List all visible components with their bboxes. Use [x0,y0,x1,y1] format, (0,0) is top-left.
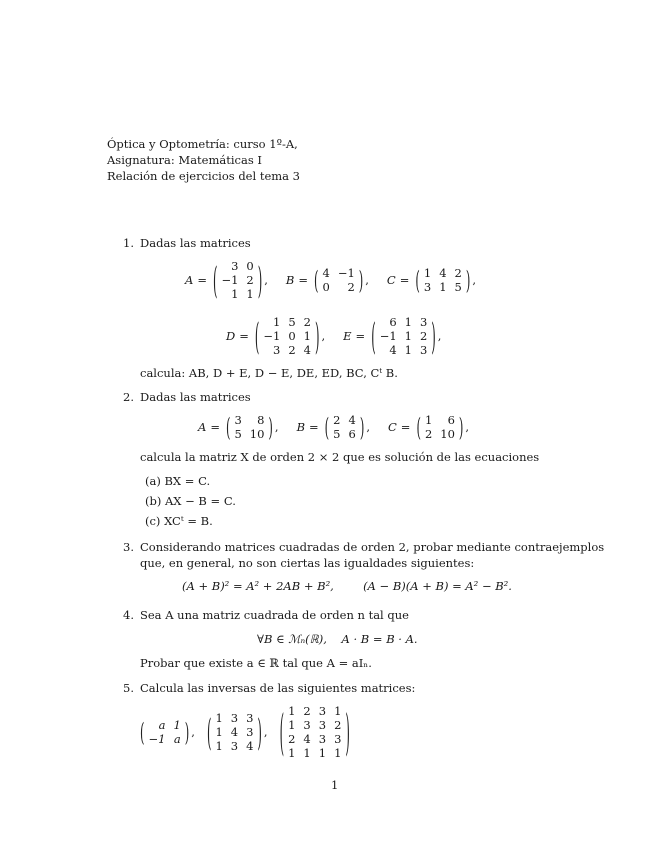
exercise-1-intro: Dadas las matrices [140,236,251,250]
matrix-entries [217,259,257,301]
page-number: 1 [331,778,339,792]
matrix-cell: 1 [404,343,412,357]
matrix-cell: 2 [246,273,254,287]
exercise-1-matrices-row2: D = ( 1 5 2 −1 0 1 3 2 4 ) , E = ( 6 1 3 −1 1 2 4 1 3 ) , [226,313,442,359]
matrix-cell: 10 [249,427,265,441]
matrix-row [284,718,345,732]
exercise-2-intro: Dadas las matrices [140,390,251,404]
matrix-cell: 0 [246,259,254,273]
matrix-cell: 1 [215,739,223,753]
matrix-cell: 5 [454,280,462,294]
exercise-2-number: 2. [123,390,134,404]
matrix-row [211,711,257,725]
matrix-cell: 1 [215,725,223,739]
header-course: Óptica y Optometría: curso 1º-A, [107,137,298,151]
exercise-3-number: 3. [123,540,134,554]
matrix-row [421,427,459,441]
matrix-cell: −1 [379,329,397,343]
matrix-cell: 4 [230,725,239,739]
exercise-2-item-c: (c) XCᵗ = B. [145,514,213,528]
matrix-row [376,329,432,343]
matrix-cell: 2 [454,266,462,280]
matrix-cell: 5 [234,427,242,441]
matrix-cell: 3 [419,343,428,357]
matrix-cell: 10 [440,427,455,441]
matrix-cell: 1 [303,746,311,760]
matrix-cell: −1 [337,266,355,280]
matrix-cell: 1 [246,287,254,301]
matrix-cell: 5 [333,427,341,441]
matrix-row [421,413,459,427]
matrix-row [259,315,315,329]
matrix-row [420,266,466,280]
exercise-2-item-a: (a) BX = C. [145,474,211,488]
matrix-cell: −1 [263,329,281,343]
matrix-row [318,280,358,294]
exercise-2-ask: calcula la matriz X de orden 2 × 2 que es solución de las ecuaciones [140,450,540,464]
exercise-5-matrices: ( a 1 −1 a ) , ( 1 3 3 1 4 3 1 3 4 ) , ( 1 2 3 1 1 3 3 2 2 4 3 3 1 1 1 1 ) [140,702,350,762]
matrix-5-3: ( 1 2 3 1 1 3 3 2 2 4 3 3 1 1 1 1 ) [279,702,350,762]
exercise-1-ask: calcula: AB, D + E, D − E, DE, ED, BC, Cᵗ B. [140,366,398,380]
matrix-1E: ( 6 1 3 −1 1 2 4 1 3 ) [371,313,436,359]
matrix-entries [376,315,432,357]
matrix-row [376,315,432,329]
exercise-2-item-b: (b) AX − B = C. [145,494,236,508]
exercise-3-line1: Considerando matrices cuadradas de orden 2, probar mediante contraejemplos [140,540,605,554]
matrix-cell: 2 [419,329,428,343]
matrix-cell: 2 [303,704,311,718]
matrix-cell: 2 [288,343,296,357]
matrix-cell: 1 [288,704,296,718]
header-topic: Relación de ejercicios del tema 3 [107,169,300,183]
matrix-cell: 0 [288,329,296,343]
exercise-4-line2: Probar que existe a ∈ ℝ tal que A = aIₙ. [140,656,372,670]
matrix-row [329,427,360,441]
exercise-4-line1: Sea A una matriz cuadrada de orden n tal que [140,608,409,622]
matrix-cell: 3 [230,711,239,725]
exercise-1-number: 1. [123,236,134,250]
matrix-cell: 3 [303,718,311,732]
matrix-cell: 3 [246,711,254,725]
matrix-cell: 1 [439,280,447,294]
matrix-row [217,273,257,287]
matrix-cell: 3 [334,732,342,746]
matrix-cell: 1 [334,704,342,718]
matrix-row [230,413,268,427]
matrix-cell: 3 [318,704,327,718]
matrix-cell: 6 [389,315,397,329]
exercise-3-line2: que, en general, no son ciertas las igualdades siguientes: [140,556,475,570]
exercise-1-matrices-row1: A = ( 3 0 −1 2 1 1 ) , B = ( 4 −1 0 2 ) , C = ( 1 4 2 3 1 5 ) , [185,257,477,303]
matrix-cell: 2 [424,427,433,441]
exercise-5-intro: Calcula las inversas de las siguientes matrices: [140,681,416,695]
matrix-cell: a [173,732,181,746]
matrix-5-2: ( 1 3 3 1 4 3 1 3 4 ) [206,709,262,755]
matrix-row [211,725,257,739]
matrix-1B: ( 4 −1 0 2 ) [313,264,364,296]
matrix-entries [145,718,185,746]
matrix-cell: 1 [424,413,433,427]
exercise-2-matrices: A = ( 3 8 5 10 ) , B = ( 2 4 5 6 ) , C = ( 1 6 2 10 ) , [198,411,470,443]
matrix-row [259,343,315,357]
matrix-cell: 4 [303,732,311,746]
matrix-cell: 4 [303,343,311,357]
matrix-row [284,704,345,718]
exercise-5-number: 5. [123,681,134,695]
matrix-cell: 3 [230,739,239,753]
matrix-cell: 4 [246,739,254,753]
exercise-4-formula: ∀B ∈ ℳₙ(ℝ), A · B = B · A. [257,632,418,646]
matrix-1A: ( 3 0 −1 2 1 1 ) [212,257,263,303]
matrix-row [217,259,257,273]
matrix-cell: 1 [215,711,223,725]
matrix-entries [421,413,459,441]
matrix-cell: 1 [423,266,432,280]
matrix-row [318,266,358,280]
matrix-row [217,287,257,301]
matrix-cell: 3 [273,343,281,357]
matrix-cell: 3 [231,259,239,273]
matrix-row [284,746,345,760]
matrix-1C: ( 1 4 2 3 1 5 ) [415,264,471,296]
matrix-row [230,427,268,441]
header-subject: Asignatura: Matemáticas I [107,153,262,167]
matrix-cell: 1 [231,287,239,301]
exercise-3-formula: (A + B)² = A² + 2AB + B², (A − B)(A + B) = A² − B². [182,579,512,593]
matrix-1D: ( 1 5 2 −1 0 1 3 2 4 ) [254,313,320,359]
exercise-4-number: 4. [123,608,134,622]
matrix-cell: 2 [303,315,311,329]
matrix-cell: 2 [334,718,342,732]
matrix-cell: 1 [273,315,281,329]
matrix-cell: 2 [347,280,355,294]
matrix-cell: 0 [322,280,330,294]
matrix-2A: ( 3 8 5 10 ) [225,411,273,443]
matrix-cell: 4 [439,266,447,280]
matrix-cell: −1 [148,732,166,746]
matrix-cell: 2 [288,732,296,746]
matrix-cell: 6 [348,427,356,441]
matrix-cell: 3 [419,315,428,329]
matrix-cell: 1 [288,718,296,732]
matrix-cell: 3 [318,732,327,746]
matrix-cell: 3 [246,725,254,739]
matrix-row [420,280,466,294]
matrix-2C: ( 1 6 2 10 ) [416,411,464,443]
matrix-cell: 1 [404,329,412,343]
matrix-cell: 8 [257,413,265,427]
matrix-entries [259,315,315,357]
matrix-entries [284,704,345,760]
matrix-entries [230,413,268,441]
matrix-cell: 4 [389,343,397,357]
matrix-cell: 1 [303,329,311,343]
matrix-cell: 1 [288,746,296,760]
matrix-cell: 3 [234,413,242,427]
matrix-cell: 4 [348,413,356,427]
matrix-row [284,732,345,746]
matrix-row [145,732,185,746]
matrix-cell: 1 [404,315,412,329]
matrix-row [211,739,257,753]
matrix-row [145,718,185,732]
matrix-entries [329,413,360,441]
matrix-row [259,329,315,343]
matrix-cell: 3 [318,718,327,732]
matrix-cell: a [158,718,166,732]
matrix-row [376,343,432,357]
matrix-cell: 2 [333,413,341,427]
matrix-5-1: ( a 1 −1 a ) [140,716,190,748]
matrix-entries [420,266,466,294]
matrix-cell: 1 [334,746,342,760]
matrix-cell: 1 [173,718,181,732]
matrix-cell: 5 [288,315,296,329]
matrix-entries [318,266,358,294]
matrix-cell: −1 [221,273,239,287]
matrix-cell: 4 [322,266,330,280]
matrix-entries [211,711,257,753]
matrix-cell: 1 [318,746,327,760]
matrix-row [329,413,360,427]
matrix-cell: 3 [423,280,432,294]
matrix-2B: ( 2 4 5 6 ) [324,411,365,443]
matrix-cell: 6 [447,413,455,427]
